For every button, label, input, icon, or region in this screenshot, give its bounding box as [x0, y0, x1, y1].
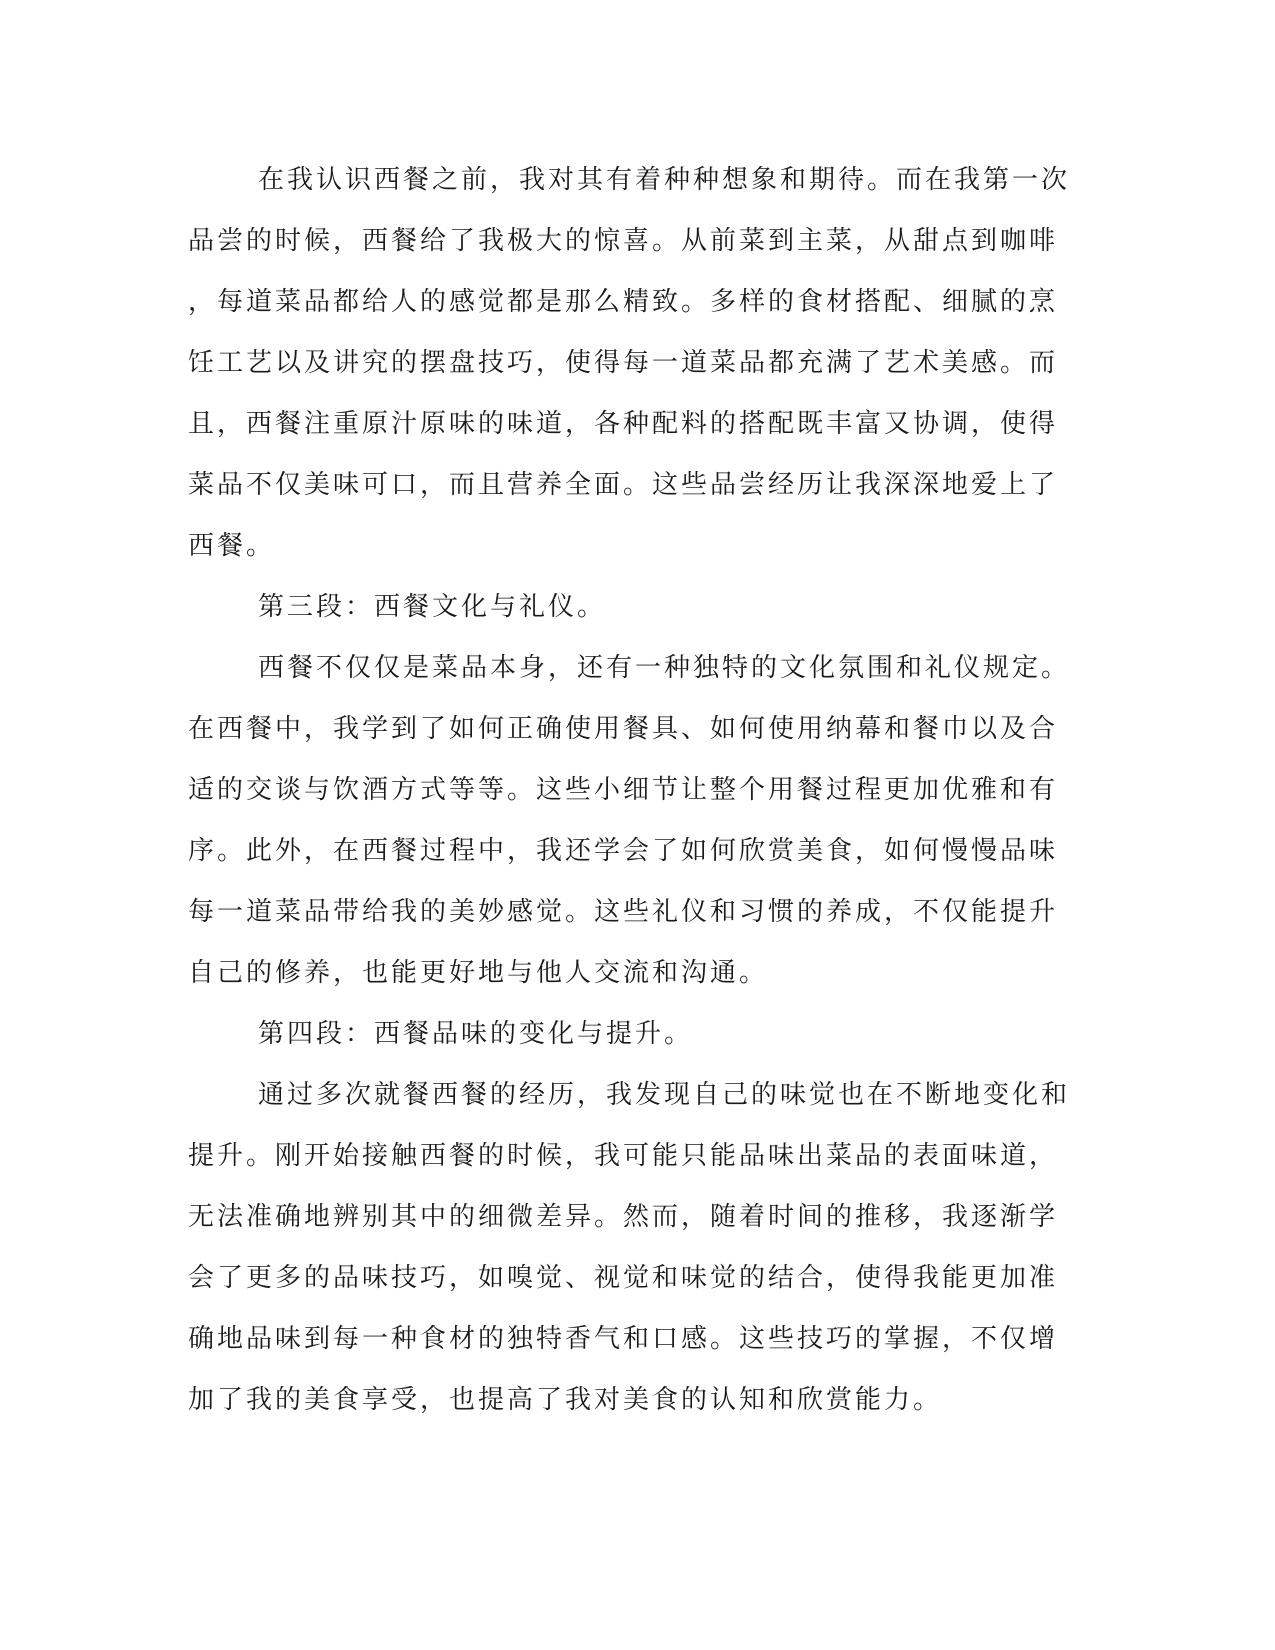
section-heading-4 — [188, 1004, 1068, 1065]
text-line: 西餐不仅仅是菜品本身，还有一种独特的文化氛围和礼仪规定。 — [258, 653, 1071, 683]
text-line: 品尝的时候，西餐给了我极大的惊喜。从前菜到主菜，从甜点到咖啡 — [188, 226, 1059, 256]
text-line: 在我认识西餐之前，我对其有着种种想象和期待。而在我第一次 — [258, 165, 1071, 195]
text-line: 加了我的美食享受，也提高了我对美食的认知和欣赏能力。 — [188, 1385, 943, 1415]
text-line: 西餐。 — [188, 531, 276, 561]
document-body — [188, 150, 1071, 1431]
paragraph-experience — [188, 150, 1071, 577]
text-line: 提升。刚开始接触西餐的时候，我可能只能品味出菜品的表面味道， — [188, 1141, 1059, 1171]
text-line: 且，西餐注重原汁原味的味道，各种配料的搭配既丰富又协调，使得 — [188, 409, 1059, 439]
section-heading-3 — [188, 577, 1068, 638]
text-line: 序。此外，在西餐过程中，我还学会了如何欣赏美食，如何慢慢品味 — [188, 836, 1059, 866]
paragraph-culture — [188, 638, 1071, 1004]
text-line: 无法准确地辨别其中的细微差异。然而，随着时间的推移，我逐渐学 — [188, 1202, 1059, 1232]
heading-line: 第三段：西餐文化与礼仪。 — [258, 592, 607, 622]
text-line: 适的交谈与饮酒方式等等。这些小细节让整个用餐过程更加优雅和有 — [188, 775, 1059, 805]
text-line: 自己的修养，也能更好地与他人交流和沟通。 — [188, 958, 769, 988]
heading-line: 第四段：西餐品味的变化与提升。 — [258, 1019, 694, 1049]
text-line: 在西餐中，我学到了如何正确使用餐具、如何使用纳幕和餐巾以及合 — [188, 714, 1059, 744]
text-line: 每一道菜品带给我的美妙感觉。这些礼仪和习惯的养成，不仅能提升 — [188, 897, 1059, 927]
text-line: ，每道菜品都给人的感觉都是那么精致。多样的食材搭配、细腻的烹 — [188, 287, 1059, 317]
text-line: 通过多次就餐西餐的经历，我发现自己的味觉也在不断地变化和 — [258, 1080, 1071, 1110]
text-line: 确地品味到每一种食材的独特香气和口感。这些技巧的掌握，不仅增 — [188, 1324, 1059, 1354]
text-line: 饪工艺以及讲究的摆盘技巧，使得每一道菜品都充满了艺术美感。而 — [188, 348, 1059, 378]
paragraph-taste — [188, 1065, 1071, 1431]
text-line: 菜品不仅美味可口，而且营养全面。这些品尝经历让我深深地爱上了 — [188, 470, 1059, 500]
text-line: 会了更多的品味技巧，如嗅觉、视觉和味觉的结合，使得我能更加准 — [188, 1263, 1059, 1293]
